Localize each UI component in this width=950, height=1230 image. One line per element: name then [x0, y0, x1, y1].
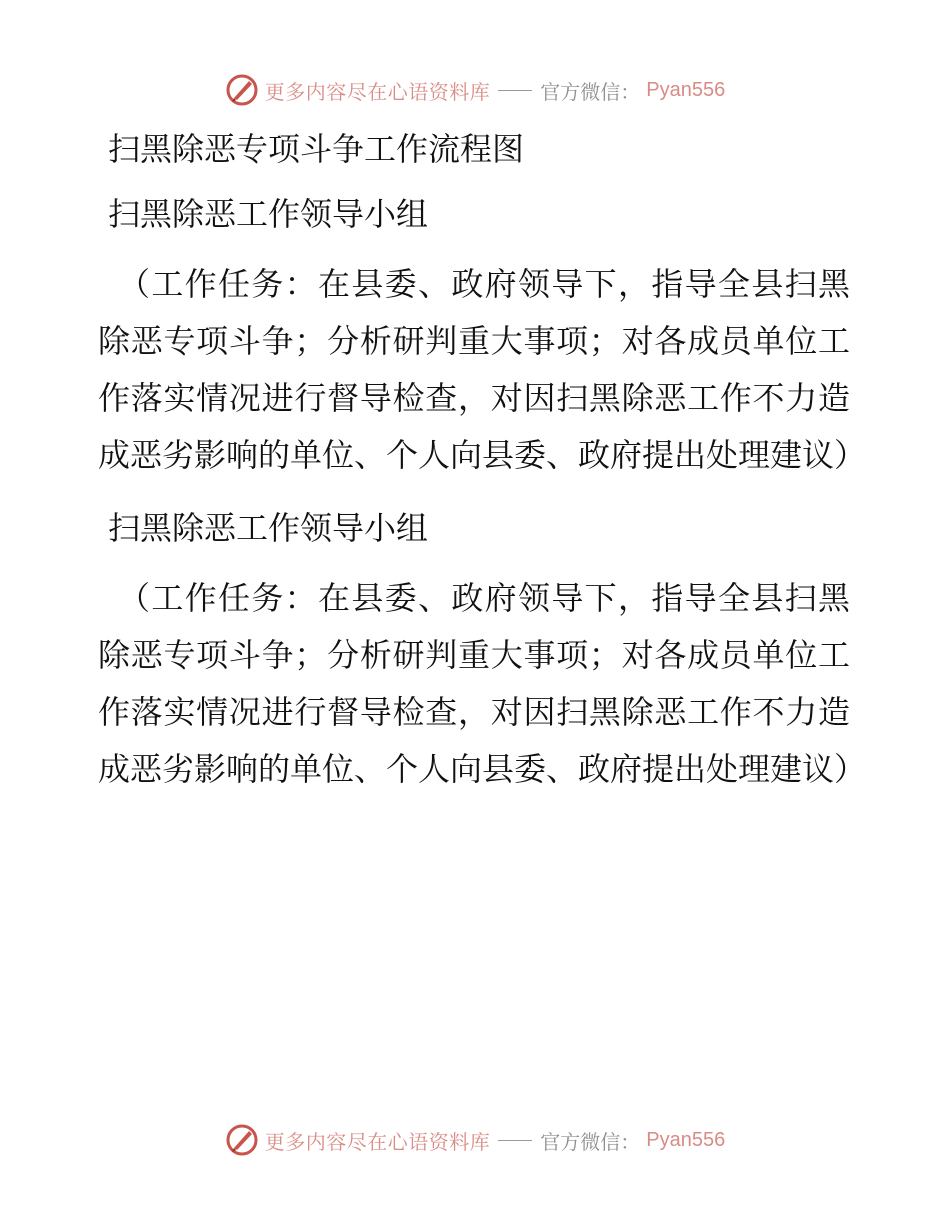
watermark-text: 更多内容尽在心语资料库 — [264, 79, 491, 104]
watermark-banner-top — [0, 70, 950, 110]
section — [98, 178, 867, 484]
watermark-wechat-id: Pyan556 — [646, 1128, 726, 1151]
section-body: （工作任务：在县委、政府领导下，指导全县扫黑除恶专项斗争；分析研判重大事项；对各成员单位工作落实情况进行督导检查，对因扫黑除恶工作不力造成恶劣影响的单位、个人向县委、政府提出处理建议） — [98, 579, 867, 788]
quill-pen-logo-icon — [225, 73, 259, 107]
watermark-separator — [498, 1140, 532, 1141]
section-body: （工作任务：在县委、政府领导下，指导全县扫黑除恶专项斗争；分析研判重大事项；对各成员单位工作落实情况进行督导检查，对因扫黑除恶工作不力造成恶劣影响的单位、个人向县委、政府提出处理建议） — [98, 265, 867, 474]
section-heading: 扫黑除恶工作领导小组 — [108, 195, 429, 233]
watermark-text: 更多内容尽在心语资料库 — [264, 1129, 491, 1154]
watermark-wechat-label: 官方微信： — [540, 79, 641, 104]
document-title: 扫黑除恶专项斗争工作流程图 — [108, 130, 525, 168]
section-heading: 扫黑除恶工作领导小组 — [108, 509, 429, 547]
watermark-separator — [498, 90, 532, 91]
section — [98, 492, 867, 798]
document-body — [98, 120, 867, 798]
watermark-wechat-label: 官方微信： — [540, 1129, 641, 1154]
watermark-wechat-id: Pyan556 — [646, 78, 726, 101]
watermark-banner-bottom — [0, 1120, 950, 1160]
quill-pen-logo-icon — [225, 1123, 259, 1157]
